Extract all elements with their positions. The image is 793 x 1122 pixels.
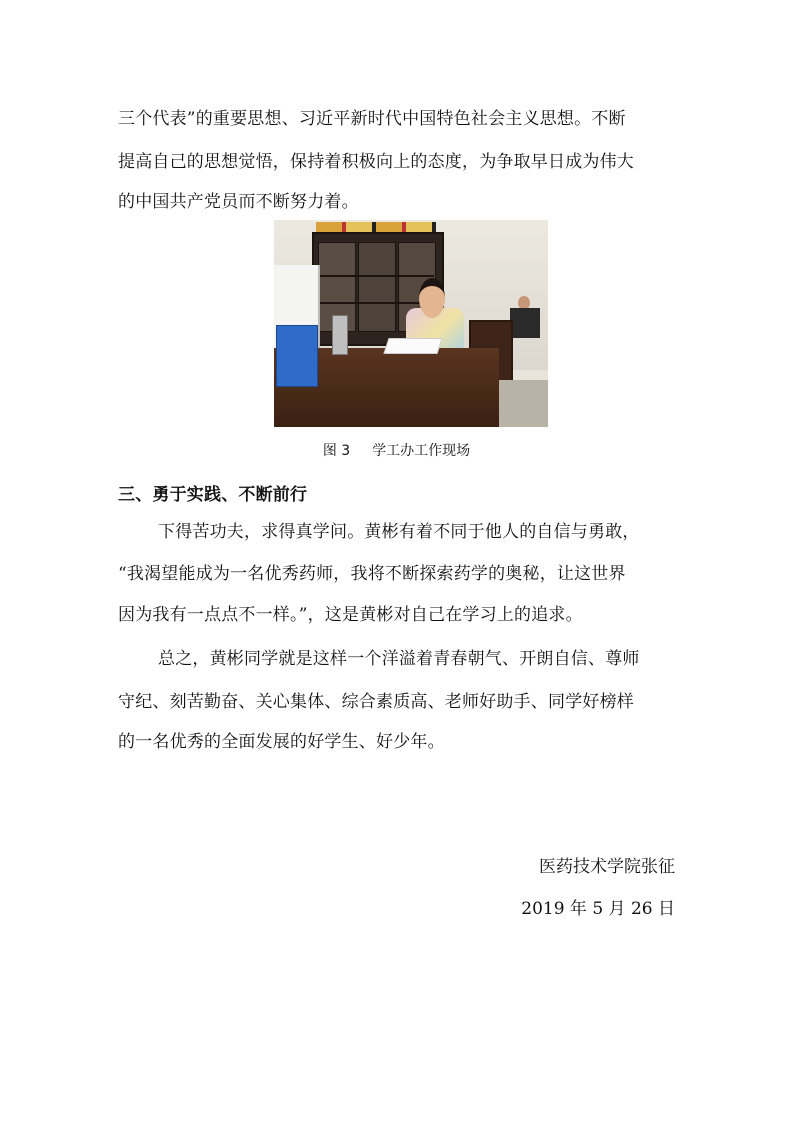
text-line: “我渴望能成为一名优秀药师，我将不断探索药学的奥秘，让这世界 (118, 564, 626, 584)
text-line: 提高自己的思想觉悟，保持着积极向上的态度，为争取早日成为伟大 (118, 152, 634, 172)
text-line: 的一名优秀的全面发展的好学生、好少年。 (118, 732, 445, 752)
text-line: 的中国共产党员而不断努力着。 (118, 192, 359, 212)
figure-title: 学工办工作现场 (372, 443, 471, 459)
office-photo (274, 220, 548, 427)
text-line: 因为我有一点点不一样。”，这是黄彬对自己在学习上的追求。 (118, 605, 583, 625)
text-line: 守纪、刻苦勤奋、关心集体、综合素质高、老师好助手、同学好榜样 (118, 692, 634, 712)
text-line: 下得苦功夫，求得真学问。黄彬有着不同于他人的自信与勇敢， (158, 522, 640, 542)
text-line: 三个代表”的重要思想、习近平新时代中国特色社会主义思想。不断 (118, 109, 626, 129)
figure-caption (0, 442, 793, 460)
text-line: 总之，黄彬同学就是这样一个洋溢着青春朝气、开朗自信、尊师 (158, 649, 640, 669)
file-holder (276, 325, 318, 387)
figure-number: 图 3 (322, 443, 351, 459)
signature-author: 医药技术学院张征 (539, 857, 675, 877)
signature-date: 2019 年 5 月 26 日 (521, 899, 675, 919)
cup (332, 315, 348, 355)
section-heading: 三、勇于实践、不断前行 (118, 485, 308, 505)
